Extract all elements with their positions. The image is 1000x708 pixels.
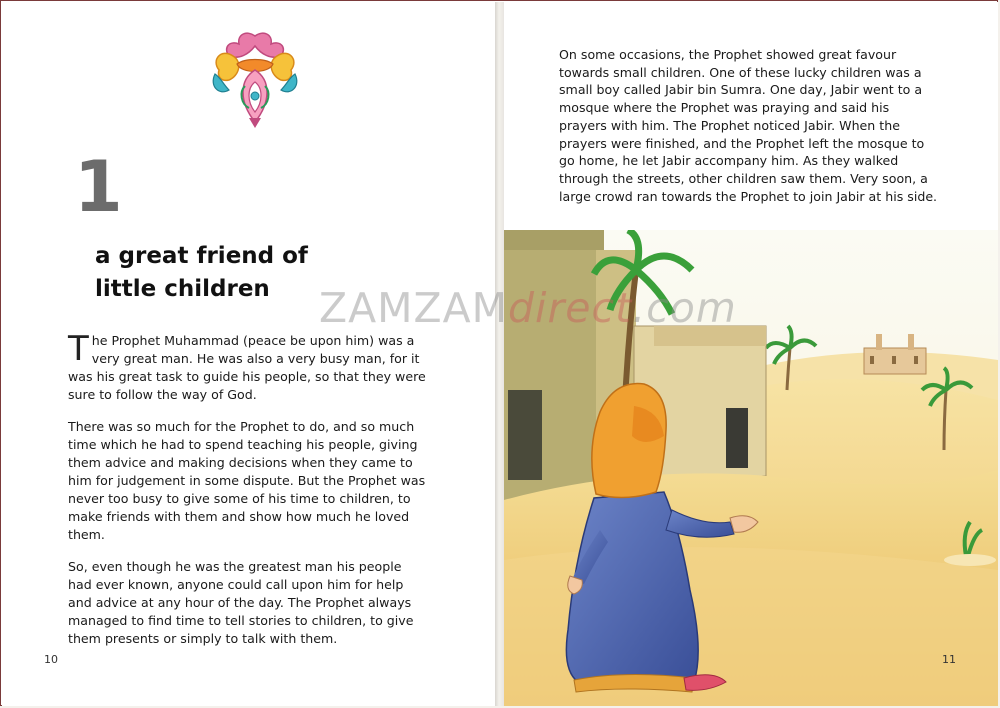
paragraph-2: There was so much for the Prophet to do, and so much time which he had to spend teaching his people, giving them advice and making decisions when they came to him for judgement in some dispute. But the Prophet was never too busy to give some of his time to children, to make friends with them and show how much he loved them. bbox=[68, 419, 426, 542]
left-page bbox=[2, 2, 495, 706]
right-body-text: On some occasions, the Prophet showed great favour towards small children. One of these lucky children was a small boy called Jabir bin Sumra. One day, Jabir went to a mosque where the Prophet was praying and said his prayers with him. The Prophet noticed Jabir. When the prayers were finished, and the Prophet left the mosque to go home, he let Jabir accompany him. As they walked through the streets, other children saw them. Very soon, a large crowd ran towards the Prophet to join Jabir at his side. bbox=[559, 47, 938, 204]
right-page-number: 11 bbox=[942, 653, 956, 666]
left-body-text bbox=[68, 329, 428, 662]
chapter-title-line1: a great friend of bbox=[95, 243, 308, 269]
chapter-title-line2: little children bbox=[95, 276, 270, 302]
watermark-part2: direct bbox=[508, 284, 633, 332]
paragraph-3: So, even though he was the greatest man his people had ever known, anyone could call upon him for help and advice at any hour of the day. The Prophet always managed to find time to tell stories to children, to give them presents or simply to talk with them. bbox=[68, 559, 414, 646]
right-page bbox=[504, 2, 998, 706]
left-page-number: 10 bbox=[44, 653, 58, 666]
paragraph-1 bbox=[68, 329, 428, 404]
paragraph-1-text: he Prophet Muhammad (peace be upon him) was a very great man. He was also a very busy man, for it was his great task to guide his people, so that they were sure to follow the way of God. bbox=[68, 333, 426, 402]
chapter-number: 1 bbox=[74, 146, 123, 228]
watermark-part1: ZAMZAM bbox=[319, 284, 509, 332]
drop-cap: T bbox=[68, 329, 89, 369]
watermark bbox=[319, 284, 737, 332]
watermark-part3: .com bbox=[632, 284, 737, 332]
ornament-icon bbox=[209, 30, 301, 130]
chapter-title bbox=[95, 240, 355, 306]
